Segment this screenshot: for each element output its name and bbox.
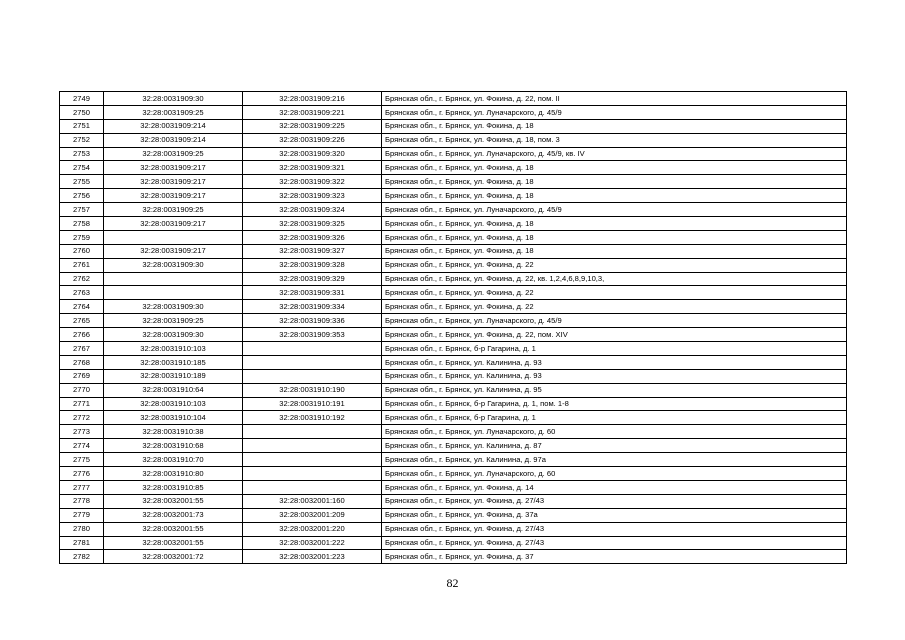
address-cell: Брянская обл., г. Брянск, ул. Фокина, д. 37 — [382, 550, 847, 564]
object-number-cell: 32:28:0032001:160 — [243, 494, 382, 508]
table-row — [60, 105, 847, 119]
parcel-number-cell: 32:28:0031909:25 — [104, 203, 243, 217]
row-number-cell: 2773 — [60, 425, 104, 439]
parcel-number-cell: 32:28:0031909:217 — [104, 175, 243, 189]
table-row — [60, 92, 847, 106]
row-number-cell: 2767 — [60, 342, 104, 356]
address-cell: Брянская обл., г. Брянск, ул. Фокина, д. 27/43 — [382, 522, 847, 536]
table-row — [60, 355, 847, 369]
row-number-cell: 2752 — [60, 133, 104, 147]
table-row — [60, 175, 847, 189]
table-row — [60, 383, 847, 397]
object-number-cell: 32:28:0031909:334 — [243, 300, 382, 314]
address-cell: Брянская обл., г. Брянск, б-р Гагарина, д. 1 — [382, 411, 847, 425]
address-cell: Брянская обл., г. Брянск, б-р Гагарина, д. 1 — [382, 342, 847, 356]
parcel-number-cell: 32:28:0031910:38 — [104, 425, 243, 439]
object-number-cell: 32:28:0032001:220 — [243, 522, 382, 536]
address-cell: Брянская обл., г. Брянск, ул. Луначарского, д. 45/9 — [382, 203, 847, 217]
parcel-number-cell: 32:28:0031910:70 — [104, 453, 243, 467]
table-row — [60, 147, 847, 161]
table-row — [60, 425, 847, 439]
object-number-cell: 32:28:0031909:216 — [243, 92, 382, 106]
row-number-cell: 2779 — [60, 508, 104, 522]
address-cell: Брянская обл., г. Брянск, ул. Калинина, д. 93 — [382, 355, 847, 369]
parcel-number-cell: 32:28:0031909:25 — [104, 147, 243, 161]
address-cell: Брянская обл., г. Брянск, ул. Луначарского, д. 45/9 — [382, 314, 847, 328]
parcel-number-cell: 32:28:0031910:85 — [104, 480, 243, 494]
page-number: 82 — [446, 576, 459, 590]
address-cell: Брянская обл., г. Брянск, ул. Луначарского, д. 60 — [382, 425, 847, 439]
table-row — [60, 161, 847, 175]
object-number-cell — [243, 439, 382, 453]
object-number-cell: 32:28:0031909:336 — [243, 314, 382, 328]
cadastral-table-body — [60, 92, 847, 564]
table-row — [60, 439, 847, 453]
address-cell: Брянская обл., г. Брянск, ул. Фокина, д. 18 — [382, 175, 847, 189]
table-row — [60, 286, 847, 300]
address-cell: Брянская обл., г. Брянск, ул. Фокина, д. 22 — [382, 300, 847, 314]
parcel-number-cell: 32:28:0031910:189 — [104, 369, 243, 383]
object-number-cell: 32:28:0031909:325 — [243, 217, 382, 231]
row-number-cell: 2754 — [60, 161, 104, 175]
table-row — [60, 467, 847, 481]
parcel-number-cell: 32:28:0031909:30 — [104, 328, 243, 342]
row-number-cell: 2771 — [60, 397, 104, 411]
address-cell: Брянская обл., г. Брянск, ул. Фокина, д. 22 — [382, 258, 847, 272]
address-cell: Брянская обл., г. Брянск, ул. Фокина, д. 18 — [382, 161, 847, 175]
row-number-cell: 2775 — [60, 453, 104, 467]
table-row — [60, 189, 847, 203]
address-cell: Брянская обл., г. Брянск, ул. Калинина, д. 93 — [382, 369, 847, 383]
table-row — [60, 494, 847, 508]
address-cell: Брянская обл., г. Брянск, ул. Фокина, д. 18 — [382, 217, 847, 231]
parcel-number-cell — [104, 272, 243, 286]
row-number-cell: 2768 — [60, 355, 104, 369]
parcel-number-cell: 32:28:0031909:214 — [104, 119, 243, 133]
parcel-number-cell: 32:28:0031910:103 — [104, 397, 243, 411]
address-cell: Брянская обл., г. Брянск, ул. Фокина, д. 18 — [382, 189, 847, 203]
parcel-number-cell: 32:28:0031909:30 — [104, 258, 243, 272]
object-number-cell: 32:28:0031909:329 — [243, 272, 382, 286]
address-cell: Брянская обл., г. Брянск, ул. Фокина, д. 18 — [382, 230, 847, 244]
table-row — [60, 272, 847, 286]
address-cell: Брянская обл., г. Брянск, ул. Фокина, д. 18 — [382, 244, 847, 258]
object-number-cell: 32:28:0031909:353 — [243, 328, 382, 342]
object-number-cell: 32:28:0031909:324 — [243, 203, 382, 217]
table-row — [60, 453, 847, 467]
object-number-cell — [243, 355, 382, 369]
parcel-number-cell: 32:28:0031909:25 — [104, 105, 243, 119]
row-number-cell: 2763 — [60, 286, 104, 300]
address-cell: Брянская обл., г. Брянск, ул. Калинина, д. 95 — [382, 383, 847, 397]
row-number-cell: 2766 — [60, 328, 104, 342]
object-number-cell: 32:28:0031910:191 — [243, 397, 382, 411]
row-number-cell: 2781 — [60, 536, 104, 550]
parcel-number-cell: 32:28:0032001:72 — [104, 550, 243, 564]
object-number-cell — [243, 425, 382, 439]
object-number-cell: 32:28:0031909:328 — [243, 258, 382, 272]
table-row — [60, 342, 847, 356]
address-cell: Брянская обл., г. Брянск, ул. Калинина, д. 97а — [382, 453, 847, 467]
row-number-cell: 2764 — [60, 300, 104, 314]
object-number-cell: 32:28:0031910:192 — [243, 411, 382, 425]
address-cell: Брянская обл., г. Брянск, ул. Фокина, д. 22, пом. XIV — [382, 328, 847, 342]
address-cell: Брянская обл., г. Брянск, ул. Фокина, д. 22, пом. II — [382, 92, 847, 106]
address-cell: Брянская обл., г. Брянск, б-р Гагарина, д. 1, пом. 1-8 — [382, 397, 847, 411]
object-number-cell: 32:28:0031909:226 — [243, 133, 382, 147]
parcel-number-cell: 32:28:0031909:217 — [104, 161, 243, 175]
row-number-cell: 2761 — [60, 258, 104, 272]
row-number-cell: 2755 — [60, 175, 104, 189]
table-row — [60, 480, 847, 494]
row-number-cell: 2777 — [60, 480, 104, 494]
parcel-number-cell — [104, 230, 243, 244]
table-row — [60, 300, 847, 314]
table-row — [60, 258, 847, 272]
row-number-cell: 2757 — [60, 203, 104, 217]
row-number-cell: 2753 — [60, 147, 104, 161]
object-number-cell: 32:28:0031909:225 — [243, 119, 382, 133]
parcel-number-cell: 32:28:0032001:55 — [104, 494, 243, 508]
address-cell: Брянская обл., г. Брянск, ул. Фокина, д. 14 — [382, 480, 847, 494]
object-number-cell: 32:28:0031909:321 — [243, 161, 382, 175]
object-number-cell: 32:28:0031909:331 — [243, 286, 382, 300]
address-cell: Брянская обл., г. Брянск, ул. Луначарского, д. 60 — [382, 467, 847, 481]
table-row — [60, 230, 847, 244]
object-number-cell: 32:28:0031910:190 — [243, 383, 382, 397]
row-number-cell: 2778 — [60, 494, 104, 508]
parcel-number-cell: 32:28:0031909:217 — [104, 217, 243, 231]
object-number-cell: 32:28:0031909:323 — [243, 189, 382, 203]
parcel-number-cell: 32:28:0031910:104 — [104, 411, 243, 425]
parcel-number-cell: 32:28:0031909:30 — [104, 92, 243, 106]
address-cell: Брянская обл., г. Брянск, ул. Луначарского, д. 45/9 — [382, 105, 847, 119]
row-number-cell: 2782 — [60, 550, 104, 564]
object-number-cell: 32:28:0031909:326 — [243, 230, 382, 244]
parcel-number-cell: 32:28:0031909:30 — [104, 300, 243, 314]
row-number-cell: 2750 — [60, 105, 104, 119]
object-number-cell: 32:28:0031909:327 — [243, 244, 382, 258]
parcel-number-cell: 32:28:0032001:55 — [104, 522, 243, 536]
address-cell: Брянская обл., г. Брянск, ул. Фокина, д. 22, кв. 1,2,4,6,8,9,10,3, — [382, 272, 847, 286]
table-row — [60, 397, 847, 411]
object-number-cell — [243, 467, 382, 481]
object-number-cell: 32:28:0031909:322 — [243, 175, 382, 189]
table-row — [60, 328, 847, 342]
address-cell: Брянская обл., г. Брянск, ул. Калинина, д. 87 — [382, 439, 847, 453]
row-number-cell: 2765 — [60, 314, 104, 328]
table-row — [60, 119, 847, 133]
row-number-cell: 2762 — [60, 272, 104, 286]
row-number-cell: 2770 — [60, 383, 104, 397]
parcel-number-cell: 32:28:0031910:185 — [104, 355, 243, 369]
table-row — [60, 133, 847, 147]
object-number-cell — [243, 453, 382, 467]
address-cell: Брянская обл., г. Брянск, ул. Луначарского, д. 45/9, кв. IV — [382, 147, 847, 161]
cadastral-table — [59, 91, 847, 564]
row-number-cell: 2774 — [60, 439, 104, 453]
address-cell: Брянская обл., г. Брянск, ул. Фокина, д. 27/43 — [382, 494, 847, 508]
table-row — [60, 550, 847, 564]
parcel-number-cell: 32:28:0031910:68 — [104, 439, 243, 453]
object-number-cell — [243, 369, 382, 383]
address-cell: Брянская обл., г. Брянск, ул. Фокина, д. 18, пом. 3 — [382, 133, 847, 147]
row-number-cell: 2751 — [60, 119, 104, 133]
parcel-number-cell: 32:28:0031909:217 — [104, 244, 243, 258]
object-number-cell: 32:28:0032001:223 — [243, 550, 382, 564]
parcel-number-cell: 32:28:0031909:25 — [104, 314, 243, 328]
table-row — [60, 203, 847, 217]
table-row — [60, 244, 847, 258]
parcel-number-cell: 32:28:0031910:103 — [104, 342, 243, 356]
parcel-number-cell: 32:28:0031909:217 — [104, 189, 243, 203]
address-cell: Брянская обл., г. Брянск, ул. Фокина, д. 37а — [382, 508, 847, 522]
object-number-cell: 32:28:0031909:320 — [243, 147, 382, 161]
row-number-cell: 2769 — [60, 369, 104, 383]
table-row — [60, 217, 847, 231]
row-number-cell: 2756 — [60, 189, 104, 203]
object-number-cell: 32:28:0031909:221 — [243, 105, 382, 119]
row-number-cell: 2776 — [60, 467, 104, 481]
table-row — [60, 314, 847, 328]
object-number-cell: 32:28:0032001:222 — [243, 536, 382, 550]
address-cell: Брянская обл., г. Брянск, ул. Фокина, д. 22 — [382, 286, 847, 300]
object-number-cell — [243, 480, 382, 494]
row-number-cell: 2759 — [60, 230, 104, 244]
table-row — [60, 369, 847, 383]
parcel-number-cell: 32:28:0031910:64 — [104, 383, 243, 397]
parcel-number-cell: 32:28:0032001:55 — [104, 536, 243, 550]
address-cell: Брянская обл., г. Брянск, ул. Фокина, д. 18 — [382, 119, 847, 133]
parcel-number-cell: 32:28:0031910:80 — [104, 467, 243, 481]
address-cell: Брянская обл., г. Брянск, ул. Фокина, д. 27/43 — [382, 536, 847, 550]
table-row — [60, 411, 847, 425]
row-number-cell: 2760 — [60, 244, 104, 258]
object-number-cell: 32:28:0032001:209 — [243, 508, 382, 522]
parcel-number-cell — [104, 286, 243, 300]
table-row — [60, 536, 847, 550]
row-number-cell: 2749 — [60, 92, 104, 106]
table-row — [60, 508, 847, 522]
row-number-cell: 2772 — [60, 411, 104, 425]
row-number-cell: 2780 — [60, 522, 104, 536]
row-number-cell: 2758 — [60, 217, 104, 231]
parcel-number-cell: 32:28:0032001:73 — [104, 508, 243, 522]
table-row — [60, 522, 847, 536]
parcel-number-cell: 32:28:0031909:214 — [104, 133, 243, 147]
object-number-cell — [243, 342, 382, 356]
